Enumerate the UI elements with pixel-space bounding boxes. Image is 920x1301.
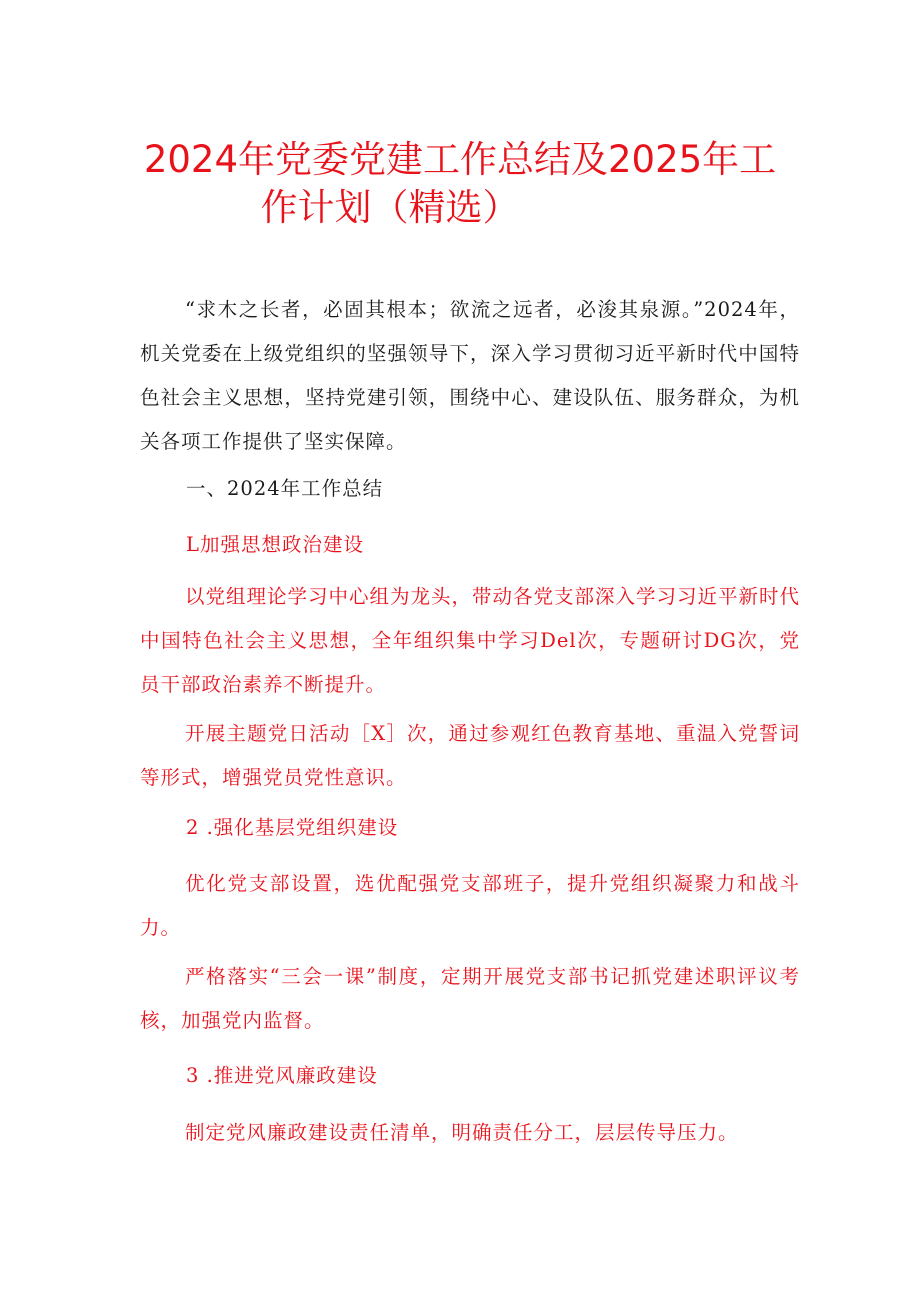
- document-title-line-2: 作计划（精选）: [260, 186, 520, 229]
- subsection-3-paragraph-1: 制定党风廉政建设责任清单，明确责任分工，层层传导压力。: [185, 1121, 739, 1144]
- subsection-1-paragraph-2: 开展主题党日活动［X］次，通过参观红色教育基地、重温入党誓词等形式，增强党员党性意识。: [140, 722, 800, 789]
- subsection-heading-1: L加强思想政治建设: [186, 533, 364, 556]
- subsection-2-paragraph-2: 严格落实“三会一课”制度，定期开展党支部书记抓党建述职评议考核，加强党内监督。: [140, 965, 800, 1032]
- subsection-1-paragraph-1: 以党组理论学习中心组为龙头，带动各党支部深入学习习近平新时代中国特色社会主义思想，全年组织集中学习Del次，专题研讨DG次，党员干部政治素养不断提升。: [140, 585, 801, 696]
- document-title-line-1: 2024年党委党建工作总结及2025年工: [143, 138, 777, 181]
- intro-paragraph: “求木之长者，必固其根本；欲流之远者，必浚其泉源。”2024年，机关党委在上级党组织的坚强领导下，深入学习贯彻习近平新时代中国特色社会主义思想，坚持党建引领，围绕中心、建设队伍、服务群众，为机关各项工作提供了坚实保障。: [140, 298, 800, 453]
- section-heading-summary: 一、2024年工作总结: [186, 477, 384, 500]
- subsection-heading-3: 3 .推进党风廉政建设: [186, 1064, 378, 1087]
- subsection-heading-2: 2 .强化基层党组织建设: [186, 816, 399, 839]
- subsection-2-paragraph-1: 优化党支部设置，选优配强党支部班子，提升党组织凝聚力和战斗力。: [140, 872, 800, 939]
